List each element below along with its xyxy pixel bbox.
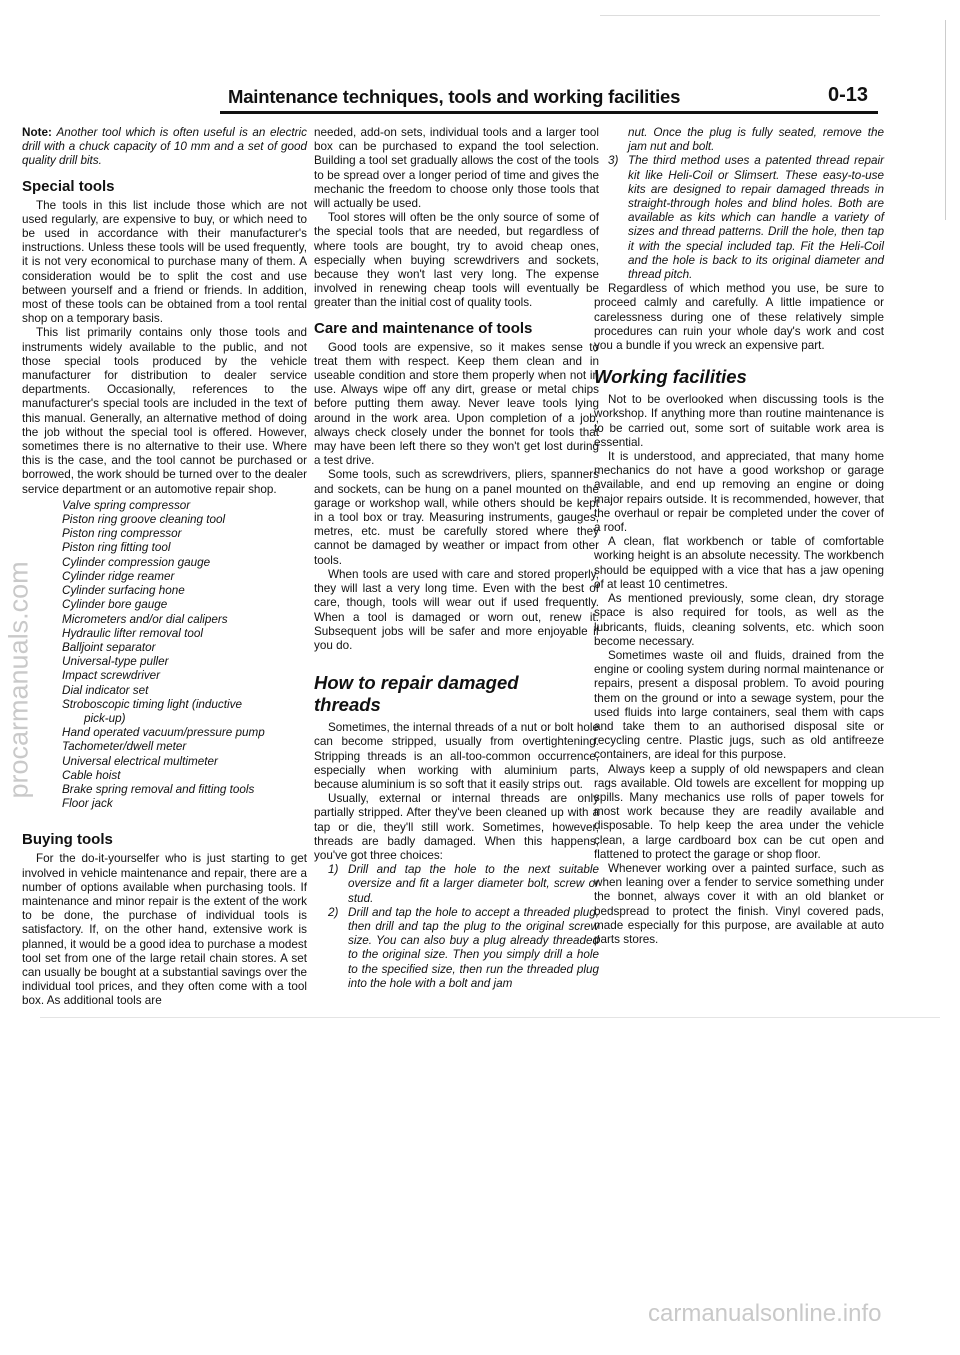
column-1 <box>22 126 307 1009</box>
note-text: Another tool which is often useful is an electric drill with a chuck capacity of 10 mm and a set of good quality drill bits. <box>22 126 307 168</box>
list-item <box>608 126 884 154</box>
threads-heading-line-2: threads <box>314 694 381 716</box>
list-item: Hydraulic lifter removal tool <box>62 626 203 640</box>
paragraph: Good tools are expensive, so it makes sense to treat them with respect. Keep them clean and in useable condition and store them properly when not in use. Always wipe off any dirt, grease or metal chips before putting them away. Never leave tools lying around in the work area. Upon completion of a job, always check closely under the bonnet for tools that may have been left there so they won't get lost during a test drive. <box>314 340 599 468</box>
care-heading: Care and maintenance of tools <box>314 319 533 337</box>
paragraph: For the do-it-yourselfer who is just starting to get involved in vehicle maintenance and repair, there are a number of options available when purchasing tools. If maintenance and minor repair is the extent of the work to be done, the purchase of individual tools is satisfactory. If, on the other hand, extensive work is planned, it would be a good idea to purchase a modest tool set from one of the large retail chain stores. A set can usually be bought at a substantial savings over the individual tool prices, and they often come with a tool box. As additional tools are <box>22 852 307 1008</box>
list-number: 1) <box>328 863 339 877</box>
list-item: Dial indicator set <box>62 683 149 697</box>
list-item <box>608 154 884 282</box>
list-item-text: Stroboscopic timing light (inductive <box>62 697 242 711</box>
list-item <box>62 698 307 726</box>
list-item: Universal electrical multimeter <box>62 754 218 768</box>
working-facilities-heading: Working facilities <box>594 366 747 388</box>
paragraph: This list primarily contains only those tools and instruments widely available to the public, and not those special tools produced by the vehicle manufacturer for distribution to dealer service departments. Occasionally, references to the manufacturer's special tools are included in the text of this manual. Generally, an alternative method of doing the job without the special tool is offered. However, sometimes there is no alternative to their use. Where this is the case, and the tool cannot be purchased or borrowed, the work should be turned over to the dealer service department or an automotive repair shop. <box>22 326 307 496</box>
paragraph: needed, add-on sets, individual tools and a larger tool box can be purchased to expand the tool selection. Building a tool set gradually allows the cost of the tools to be spread over a longer period of time and gives the mechanic the freedom to choose only those tools that will actually be used. <box>314 126 599 211</box>
list-item: Impact screwdriver <box>62 669 161 683</box>
bottom-watermark: carmanualsonline.info <box>648 1300 882 1327</box>
list-item-text: Drill and tap the hole to the next suitable oversize and fit a larger diameter bolt, screw or stud. <box>348 863 599 905</box>
paragraph: A clean, flat workbench or table of comfortable working height is an absolute necessity. The workbench should be equipped with a vice that has a jaw opening of at least 10 centimetres. <box>594 535 884 591</box>
side-watermark: procarmanuals.com <box>3 561 34 799</box>
list-item: Micrometers and/or dial calipers <box>62 612 228 626</box>
paragraph: When tools are used with care and stored properly, they will last a very long time. Even with the best of care, though, tools will wear out if used frequently. When a tool is damaged or worn out, renew it. Subsequent jobs will be safer and more enjoyable if you do. <box>314 567 599 652</box>
paragraph: Always keep a supply of old newspapers and clean rags available. Old towels are excellent for mopping up spills. Many mechanics use rolls of paper towels for most work because they are readily available and disposable. To help keep the area under the vehicle clean, a large cardboard box can be cut open and flattened to protect the garage or shop floor. <box>594 762 884 861</box>
paragraph: Sometimes waste oil and fluids, drained from the engine or cooling system during normal maintenance or repairs, present a disposal problem. To avoid pouring them on the ground or into a sewage system, pour the used fluids into large containers, seal them with caps and take them to an authorised disposal site or recycling centre. Plastic jugs, such as old antifreeze containers, are ideal for this purpose. <box>594 648 884 762</box>
list-item: Hand operated vacuum/pressure pump <box>62 726 265 740</box>
list-item-continuation: pick-up) <box>84 711 126 725</box>
repair-methods-list-cont <box>608 126 884 282</box>
note-label: Note: <box>22 126 52 139</box>
paragraph: Usually, external or internal threads are only partially stripped. After they've been cleaned up with a tap or die, they'll still work. Sometimes, however, threads are badly damaged. When this happens, you've got three choices: <box>314 792 599 862</box>
column-3 <box>594 126 884 947</box>
repair-methods-list <box>328 863 599 991</box>
page-number: 0-13 <box>828 84 869 106</box>
list-item: Tachometer/dwell meter <box>62 740 187 754</box>
list-item-text: Drill and tap the hole to accept a threaded plug, then drill and tap the plug to the original screw size. You can also buy a plug already threaded to the original size. Then you simply drill a hole to the specified size, then run the threaded plug into the hole with a bolt and jam <box>348 905 599 990</box>
list-item <box>328 906 599 991</box>
list-number: 3) <box>608 154 619 168</box>
paragraph: Not to be overlooked when discussing tools is the workshop. If anything more than routine maintenance is to be carried out, some sort of suitable work area is essential. <box>594 393 884 449</box>
list-item: Cylinder ridge reamer <box>62 569 175 583</box>
list-item: Cable hoist <box>62 768 121 782</box>
paragraph: The tools in this list include those which are not used regularly, are expensive to buy, or which need to be used in accordance with their manufacturer's instructions. Unless these tools will be used frequently, it is not very economical to purchase many of them. A consideration would be to split the cost and use between yourself and a friend or friends. In addition, most of these tools can be obtained from a tool rental shop on a temporary basis. <box>22 198 307 326</box>
list-item <box>328 863 599 906</box>
list-item: Cylinder surfacing hone <box>62 584 185 598</box>
special-tools-heading: Special tools <box>22 177 115 195</box>
page-header-title: Maintenance techniques, tools and working facilities <box>228 86 681 107</box>
list-item: Piston ring groove cleaning tool <box>62 513 226 527</box>
note-paragraph <box>22 126 307 169</box>
paragraph: Whenever working over a painted surface, such as when leaning over a fender to service something under the bonnet, always cover it with an old blanket or bedspread to protect the finish. Vinyl covered pads, made especially for this purpose, are available at auto parts stores. <box>594 861 884 946</box>
list-item: Cylinder bore gauge <box>62 598 168 612</box>
list-item-text: nut. Once the plug is fully seated, remove the jam nut and bolt. <box>628 126 884 154</box>
paragraph: Regardless of which method you use, be sure to proceed calmly and carefully. A little impatience or carelessness during one of these relatively simple procedures can ruin your whole day's work and cost you a bundle if you wreck an expensive part. <box>594 282 884 353</box>
special-tools-list <box>62 499 307 811</box>
list-number: 2) <box>328 905 339 919</box>
list-item: Brake spring removal and fitting tools <box>62 782 255 796</box>
list-item: Piston ring compressor <box>62 527 182 541</box>
list-item: Cylinder compression gauge <box>62 555 211 569</box>
paragraph: As mentioned previously, some clean, dry storage space is also required for tools, as well as the lubricants, fluids, cleaning solvents, etc. which soon become necessary. <box>594 592 884 648</box>
paragraph: It is understood, and appreciated, that many home mechanics do not have a good workshop or garage available, and end up removing an engine or doing major repairs outside. It is recommended, however, that the overhaul or repair be completed under the cover of a roof. <box>594 450 884 535</box>
list-item: Balljoint separator <box>62 640 156 654</box>
threads-heading-line-1: How to repair damaged <box>314 672 519 694</box>
scan-artifact-line <box>945 20 946 220</box>
list-item: Piston ring fitting tool <box>62 541 171 555</box>
scan-artifact-bottom <box>40 1017 940 1018</box>
list-item-text: The third method uses a patented thread repair kit like Heli-Coil or Slimsert. These easy-to-use kits are designed to repair damaged threads in straight-through holes and blind holes. Both are available as kits which can handle a variety of sizes and thread patterns. Drill the hole, then tap it with the special included tap. Fit the Heli-Coil and the hole is back to its original diameter and thread pitch. <box>628 154 884 282</box>
paragraph: Some tools, such as screwdrivers, pliers, spanners and sockets, can be hung on a panel mounted on the garage or workshop wall, while others should be kept in a tool box or tray. Measuring instruments, gauges, metres, etc. must be carefully stored where they cannot be damaged by weather or impact from other tools. <box>314 468 599 567</box>
list-item: Valve spring compressor <box>62 498 191 512</box>
column-2 <box>314 126 599 991</box>
header-rule <box>220 111 878 114</box>
paragraph: Sometimes, the internal threads of a nut or bolt hole can become stripped, usually from overtightening. Stripping threads is an all-too-common occurrence, especially when working with aluminium parts, because aluminium is so soft that it easily strips out. <box>314 721 599 791</box>
list-item: Universal-type puller <box>62 655 169 669</box>
scan-artifact-top <box>600 15 880 16</box>
buying-tools-heading: Buying tools <box>22 831 113 849</box>
list-item: Floor jack <box>62 797 113 811</box>
paragraph: Tool stores will often be the only source of some of the special tools that are needed, but regardless of where tools are bought, try to avoid cheap ones, especially when buying screwdrivers and sockets, because they won't last very long. The expense involved in renewing cheap tools will eventually be greater than the initial cost of quality tools. <box>314 211 599 310</box>
